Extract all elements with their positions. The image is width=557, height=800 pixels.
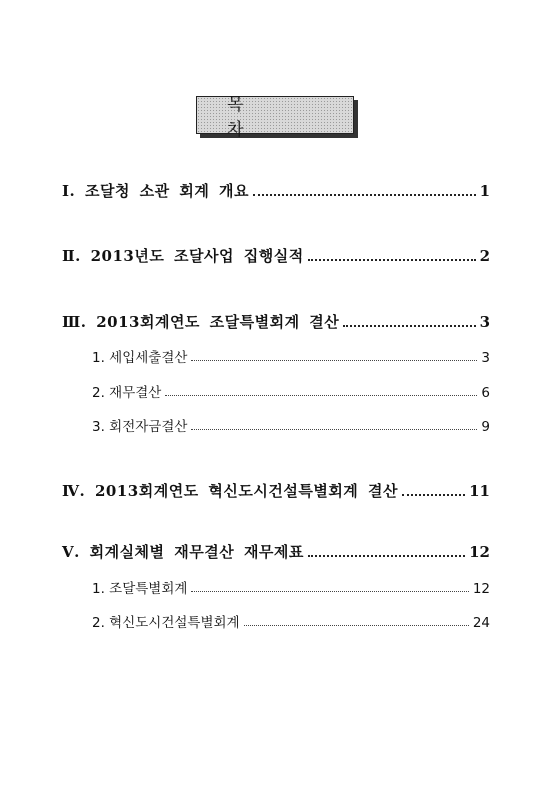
toc-subentry-3-3[interactable] [92,415,490,435]
toc-subentry-5-2[interactable] [92,611,490,631]
toc-subentry-label: 3. 회전자금결산 [92,419,188,435]
toc-entry-section-5[interactable] [62,541,490,562]
toc-title: 목 차 [227,95,274,140]
toc-entry-label: Ⅴ. 회계실체별 재무결산 재무제표 [62,543,304,561]
toc-page-number: 2 [479,247,490,265]
toc-entry-section-2[interactable] [62,245,490,266]
toc-dot-leader [165,393,477,396]
toc-subentry-5-1[interactable] [92,577,490,597]
toc-page-number: 1 [479,182,490,200]
toc-dot-leader [191,427,477,430]
toc-page-number: 12 [472,581,490,597]
toc-dot-leader [402,492,465,496]
toc-page-number: 3 [479,313,490,331]
toc-subentry-3-1[interactable] [92,346,490,366]
toc-entry-label: Ⅲ. 2013회계연도 조달특별회계 결산 [62,313,340,331]
toc-page-number: 12 [469,543,490,561]
toc-subentry-label: 1. 세입세출결산 [92,350,188,366]
toc-dot-leader [191,589,468,592]
toc-dot-leader [253,192,476,196]
toc-page-number: 11 [469,482,490,500]
toc-dot-leader [308,553,465,557]
toc-dot-leader [308,257,476,261]
toc-dot-leader [191,358,477,361]
toc-entry-section-3[interactable] [62,311,490,332]
toc-entry-label: Ⅱ. 2013년도 조달사업 집행실적 [62,247,304,265]
toc-subentry-label: 2. 혁신도시건설특별회계 [92,615,240,631]
toc-subentry-label: 2. 재무결산 [92,385,162,401]
toc-entry-section-1[interactable] [62,180,490,201]
toc-subentry-3-2[interactable] [92,381,490,401]
toc-dot-leader [244,623,469,626]
toc-dot-leader [343,323,475,327]
toc-page-number: 24 [472,615,490,631]
toc-page-number: 3 [481,350,490,366]
toc-title-box [196,95,354,140]
toc-entry-section-4[interactable] [62,480,490,501]
toc-entry-label: Ⅳ. 2013회계연도 혁신도시건설특별회계 결산 [62,482,398,500]
toc-entry-label: Ⅰ. 조달청 소관 회계 개요 [62,182,250,200]
toc-subentry-label: 1. 조달특별회계 [92,581,188,597]
toc-page-number: 6 [481,385,490,401]
toc-page-number: 9 [481,419,490,435]
